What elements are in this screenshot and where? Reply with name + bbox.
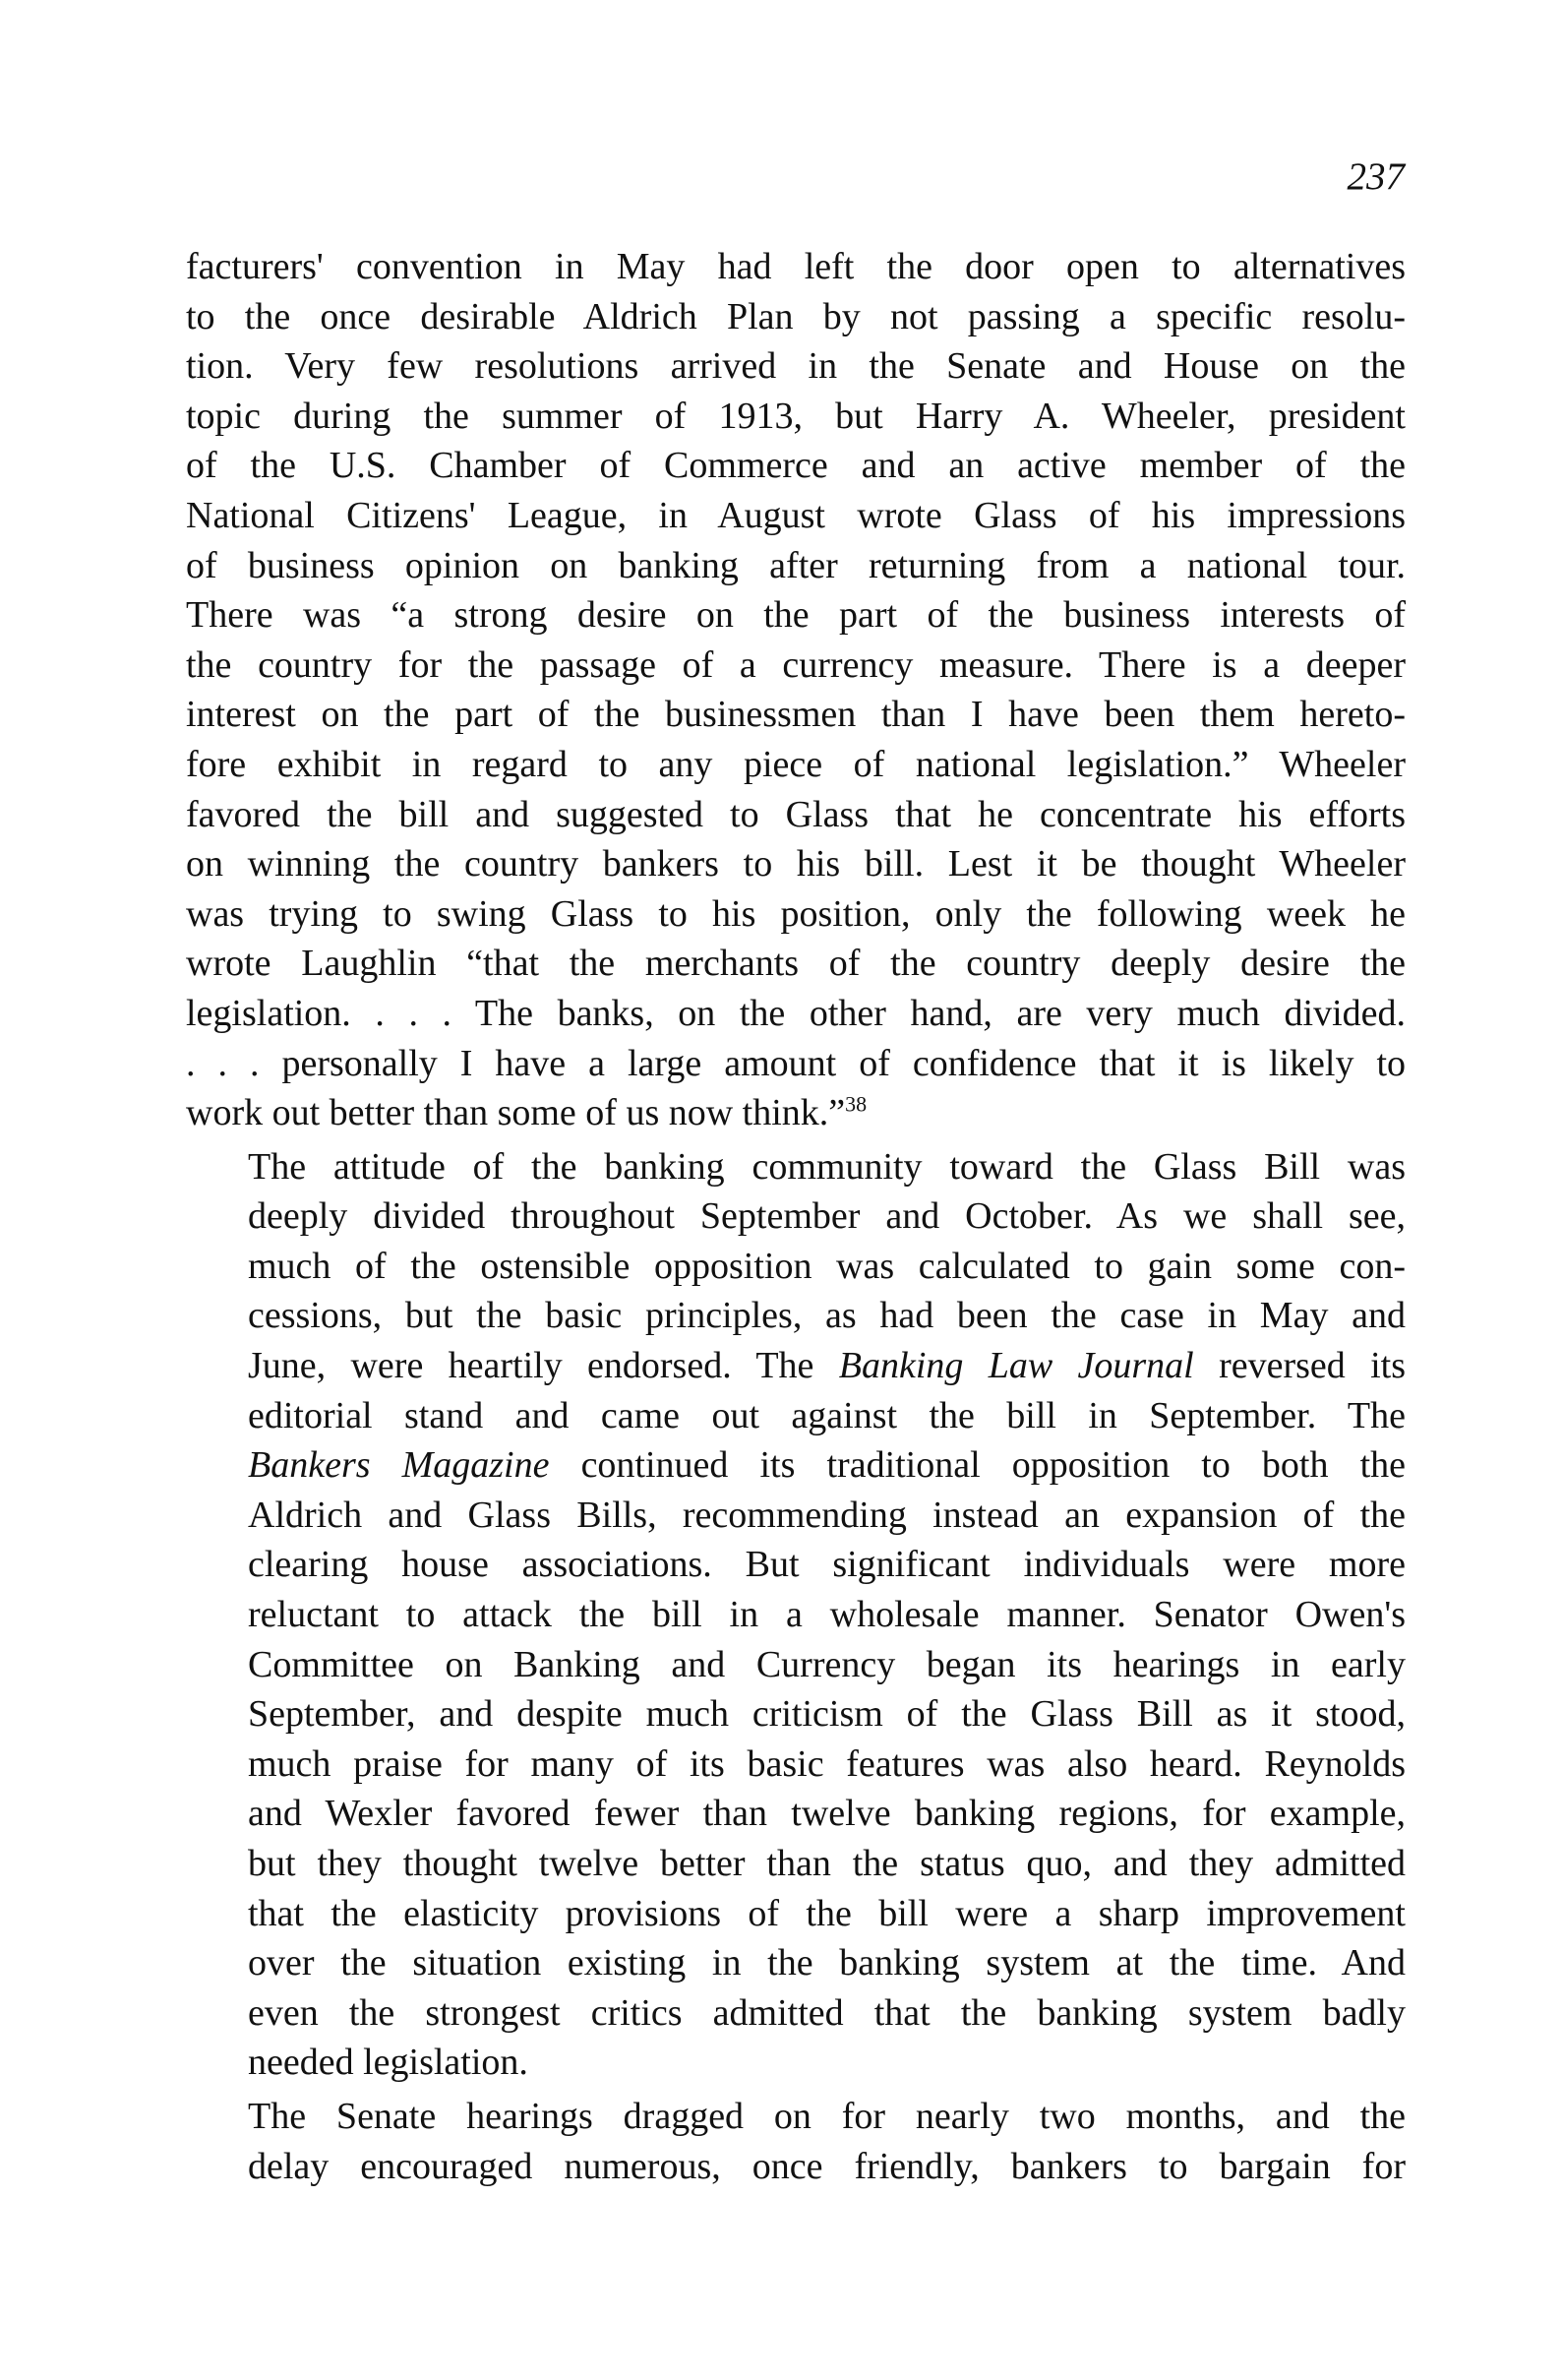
text-line: even the strongest critics admitted that the banking system badly <box>248 1991 1406 2034</box>
text-run: continued its traditional opposition to both the <box>549 1444 1406 1487</box>
text-line: wrote Laughlin “that the merchants of the country deeply desire the <box>186 943 1406 985</box>
text-run: reversed its <box>1193 1345 1406 1387</box>
text-line: favored the bill and suggested to Glass that he concentrate his efforts <box>186 793 1406 835</box>
page-number: 237 <box>1347 155 1405 198</box>
body-text <box>186 242 1406 2191</box>
text-line: topic during the summer of 1913, but Harry A. Wheeler, president <box>186 395 1406 437</box>
text-line: There was “a strong desire on the part of the business interests of <box>186 594 1406 637</box>
text-line: Aldrich and Glass Bills, recommending instead an expansion of the <box>248 1494 1406 1536</box>
text-line: The Senate hearings dragged on for nearly two months, and the <box>248 2095 1406 2137</box>
journal-title: Banking Law Journal <box>838 1345 1194 1387</box>
text-line: and Wexler favored fewer than twelve banking regions, for example, <box>248 1793 1406 1835</box>
text-line: editorial stand and came out against the bill in September. The <box>248 1394 1406 1436</box>
magazine-title: Bankers Magazine <box>248 1444 550 1487</box>
text-line: to the once desirable Aldrich Plan by not passing a specific resolu- <box>186 295 1406 337</box>
text-line: much praise for many of its basic features was also heard. Reynolds <box>248 1742 1406 1785</box>
text-line: clearing house associations. But significant individuals were more <box>248 1544 1406 1586</box>
text-line: The attitude of the banking community toward the Glass Bill was <box>248 1145 1406 1188</box>
text-line: facturers' convention in May had left the door open to alternatives <box>186 246 1406 287</box>
text-line: the country for the passage of a currency measure. There is a deeper <box>186 643 1406 686</box>
text-line: on winning the country bankers to his bill. Lest it be thought Wheeler <box>186 843 1406 885</box>
paragraph-3 <box>186 2092 1406 2191</box>
text-line: of the U.S. Chamber of Commerce and an active member of the <box>186 445 1406 487</box>
text-line: Committee on Banking and Currency began its hearings in early <box>248 1643 1406 1685</box>
text-line: work out better than some of us now think.” <box>186 1092 846 1134</box>
text-line: fore exhibit in regard to any piece of national legislation.” Wheeler <box>186 743 1406 785</box>
text-line-with-title <box>186 1341 1406 1391</box>
text-line: tion. Very few resolutions arrived in the Senate and House on the <box>186 345 1406 388</box>
text-line-with-footnote <box>186 1088 1406 1138</box>
paragraph-2 <box>186 1142 1406 2088</box>
text-line: September, and despite much criticism of the Glass Bill as it stood, <box>248 1693 1406 1736</box>
text-line: much of the ostensible opposition was calculated to gain some con- <box>248 1245 1406 1287</box>
text-line: was trying to swing Glass to his position, only the following week he <box>186 892 1406 935</box>
text-line: reluctant to attack the bill in a wholesale manner. Senator Owen's <box>248 1594 1406 1636</box>
text-line: deeply divided throughout September and October. As we shall see, <box>248 1195 1406 1238</box>
text-line: interest on the part of the businessmen than I have been them hereto- <box>186 694 1406 736</box>
text-line: of business opinion on banking after returning from a national tour. <box>186 544 1406 586</box>
text-line: needed legislation. <box>248 2042 528 2084</box>
text-run: June, were heartily endorsed. The <box>248 1345 839 1387</box>
text-line: over the situation existing in the banking system at the time. And <box>248 1942 1406 1984</box>
text-line: cessions, but the basic principles, as had been the case in May and <box>248 1295 1406 1337</box>
text-line: National Citizens' League, in August wrote Glass of his impressions <box>186 494 1406 536</box>
text-line-with-title <box>186 1440 1406 1491</box>
text-line: that the elasticity provisions of the bill were a sharp improvement <box>248 1892 1406 1934</box>
footnote-marker: 38 <box>845 1091 868 1117</box>
text-line: delay encouraged numerous, once friendly, bankers to bargain for <box>248 2145 1406 2187</box>
paragraph-1 <box>186 242 1406 1138</box>
text-line: . . . personally I have a large amount of confidence that it is likely to <box>186 1042 1406 1084</box>
text-line: but they thought twelve better than the status quo, and they admitted <box>248 1843 1406 1884</box>
text-line: legislation. . . . The banks, on the other hand, are very much divided. <box>186 992 1406 1034</box>
